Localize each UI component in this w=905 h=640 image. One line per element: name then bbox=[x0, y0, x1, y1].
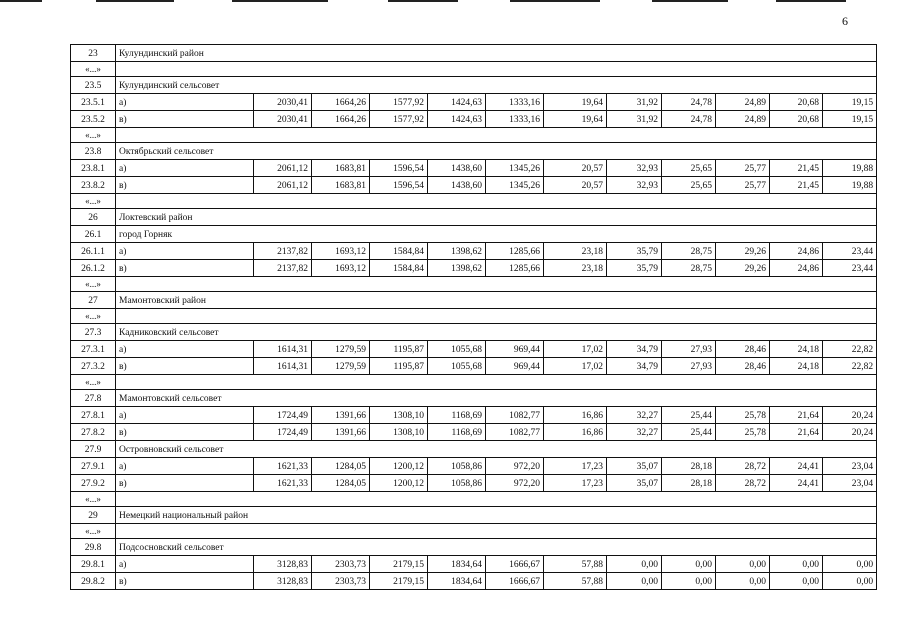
value-cell: 24,18 bbox=[770, 341, 823, 358]
value-cell: 16,86 bbox=[544, 424, 607, 441]
table-row bbox=[71, 177, 877, 194]
table-body bbox=[71, 45, 877, 590]
value-cell: 1683,81 bbox=[312, 177, 370, 194]
value-cell: 1584,84 bbox=[370, 243, 428, 260]
value-cell: 32,93 bbox=[607, 160, 662, 177]
scan-edge-line bbox=[96, 0, 174, 2]
table-row bbox=[71, 573, 877, 590]
value-cell: 1398,62 bbox=[428, 260, 486, 277]
empty-cell bbox=[116, 309, 877, 324]
omission-mark: «...» bbox=[71, 524, 116, 539]
value-cell: 1333,16 bbox=[486, 111, 544, 128]
omission-row bbox=[71, 62, 877, 77]
value-cell: 29,26 bbox=[716, 260, 770, 277]
value-cell: 31,92 bbox=[607, 111, 662, 128]
omission-row bbox=[71, 492, 877, 507]
value-cell: 19,88 bbox=[823, 160, 877, 177]
section-header-row bbox=[71, 324, 877, 341]
value-cell: 28,46 bbox=[716, 341, 770, 358]
value-cell: 1168,69 bbox=[428, 407, 486, 424]
value-cell: 29,26 bbox=[716, 243, 770, 260]
value-cell: 24,89 bbox=[716, 111, 770, 128]
scan-edge-line bbox=[388, 0, 458, 2]
value-cell: 22,82 bbox=[823, 341, 877, 358]
variant-label: а) bbox=[116, 341, 254, 358]
value-cell: 19,64 bbox=[544, 94, 607, 111]
empty-cell bbox=[116, 492, 877, 507]
territory-name: Островновский сельсовет bbox=[116, 441, 877, 458]
value-cell: 1284,05 bbox=[312, 458, 370, 475]
value-cell: 23,18 bbox=[544, 260, 607, 277]
value-cell: 2061,12 bbox=[254, 160, 312, 177]
page-number: 6 bbox=[842, 14, 848, 28]
value-cell: 23,18 bbox=[544, 243, 607, 260]
value-cell: 32,93 bbox=[607, 177, 662, 194]
value-cell: 1055,68 bbox=[428, 358, 486, 375]
territory-name: Мамонтовский район bbox=[116, 292, 877, 309]
row-code: 27 bbox=[71, 292, 116, 309]
value-cell: 57,88 bbox=[544, 556, 607, 573]
value-cell: 17,23 bbox=[544, 458, 607, 475]
value-cell: 0,00 bbox=[770, 573, 823, 590]
table-row bbox=[71, 556, 877, 573]
value-cell: 1200,12 bbox=[370, 458, 428, 475]
value-cell: 969,44 bbox=[486, 358, 544, 375]
value-cell: 1424,63 bbox=[428, 111, 486, 128]
value-cell: 24,41 bbox=[770, 458, 823, 475]
value-cell: 17,23 bbox=[544, 475, 607, 492]
table-row bbox=[71, 424, 877, 441]
value-cell: 24,89 bbox=[716, 94, 770, 111]
row-code: 23.8.1 bbox=[71, 160, 116, 177]
row-code: 26.1 bbox=[71, 226, 116, 243]
value-cell: 1683,81 bbox=[312, 160, 370, 177]
empty-cell bbox=[116, 524, 877, 539]
value-cell: 0,00 bbox=[607, 556, 662, 573]
section-header-row bbox=[71, 292, 877, 309]
value-cell: 27,93 bbox=[662, 358, 716, 375]
value-cell: 24,86 bbox=[770, 243, 823, 260]
empty-cell bbox=[116, 277, 877, 292]
value-cell: 1279,59 bbox=[312, 358, 370, 375]
value-cell: 23,04 bbox=[823, 475, 877, 492]
territory-name: Октябрьский сельсовет bbox=[116, 143, 877, 160]
value-cell: 0,00 bbox=[716, 556, 770, 573]
value-cell: 1724,49 bbox=[254, 407, 312, 424]
variant-label: в) bbox=[116, 260, 254, 277]
value-cell: 20,68 bbox=[770, 111, 823, 128]
scan-edge-line bbox=[510, 0, 600, 2]
value-cell: 1438,60 bbox=[428, 160, 486, 177]
value-cell: 1621,33 bbox=[254, 458, 312, 475]
omission-mark: «...» bbox=[71, 194, 116, 209]
value-cell: 24,78 bbox=[662, 94, 716, 111]
value-cell: 0,00 bbox=[662, 556, 716, 573]
table-row bbox=[71, 243, 877, 260]
variant-label: а) bbox=[116, 160, 254, 177]
value-cell: 1168,69 bbox=[428, 424, 486, 441]
territory-name: Кулундинский район bbox=[116, 45, 877, 62]
value-cell: 1438,60 bbox=[428, 177, 486, 194]
value-cell: 35,07 bbox=[607, 475, 662, 492]
value-cell: 32,27 bbox=[607, 424, 662, 441]
value-cell: 1834,64 bbox=[428, 556, 486, 573]
row-code: 26.1.2 bbox=[71, 260, 116, 277]
value-cell: 24,41 bbox=[770, 475, 823, 492]
value-cell: 24,86 bbox=[770, 260, 823, 277]
value-cell: 25,65 bbox=[662, 160, 716, 177]
value-cell: 1614,31 bbox=[254, 341, 312, 358]
section-header-row bbox=[71, 539, 877, 556]
value-cell: 1333,16 bbox=[486, 94, 544, 111]
territory-name: Локтевский район bbox=[116, 209, 877, 226]
value-cell: 25,78 bbox=[716, 407, 770, 424]
value-cell: 2137,82 bbox=[254, 243, 312, 260]
row-code: 23.8 bbox=[71, 143, 116, 160]
value-cell: 2179,15 bbox=[370, 573, 428, 590]
scan-edge-line bbox=[0, 0, 42, 2]
table-row bbox=[71, 160, 877, 177]
empty-cell bbox=[116, 194, 877, 209]
value-cell: 35,79 bbox=[607, 260, 662, 277]
value-cell: 2179,15 bbox=[370, 556, 428, 573]
section-header-row bbox=[71, 226, 877, 243]
value-cell: 34,79 bbox=[607, 358, 662, 375]
table-row bbox=[71, 260, 877, 277]
variant-label: в) bbox=[116, 424, 254, 441]
value-cell: 1058,86 bbox=[428, 458, 486, 475]
empty-cell bbox=[116, 375, 877, 390]
value-cell: 21,45 bbox=[770, 177, 823, 194]
value-cell: 1596,54 bbox=[370, 177, 428, 194]
row-code: 23.8.2 bbox=[71, 177, 116, 194]
value-cell: 25,44 bbox=[662, 424, 716, 441]
value-cell: 0,00 bbox=[823, 573, 877, 590]
value-cell: 1666,67 bbox=[486, 573, 544, 590]
row-code: 23 bbox=[71, 45, 116, 62]
value-cell: 28,18 bbox=[662, 458, 716, 475]
table-row bbox=[71, 475, 877, 492]
value-cell: 22,82 bbox=[823, 358, 877, 375]
row-code: 27.9.2 bbox=[71, 475, 116, 492]
empty-cell bbox=[116, 128, 877, 143]
row-code: 27.8.1 bbox=[71, 407, 116, 424]
value-cell: 24,18 bbox=[770, 358, 823, 375]
table-row bbox=[71, 407, 877, 424]
scan-edge-line bbox=[232, 0, 328, 2]
omission-mark: «...» bbox=[71, 128, 116, 143]
value-cell: 1596,54 bbox=[370, 160, 428, 177]
value-cell: 1577,92 bbox=[370, 94, 428, 111]
tariff-table bbox=[70, 44, 877, 590]
value-cell: 23,04 bbox=[823, 458, 877, 475]
value-cell: 20,68 bbox=[770, 94, 823, 111]
table-row bbox=[71, 358, 877, 375]
value-cell: 19,64 bbox=[544, 111, 607, 128]
section-header-row bbox=[71, 390, 877, 407]
value-cell: 1693,12 bbox=[312, 260, 370, 277]
value-cell: 1398,62 bbox=[428, 243, 486, 260]
value-cell: 1724,49 bbox=[254, 424, 312, 441]
territory-name: город Горняк bbox=[116, 226, 877, 243]
value-cell: 24,78 bbox=[662, 111, 716, 128]
omission-row bbox=[71, 375, 877, 390]
row-code: 23.5 bbox=[71, 77, 116, 94]
value-cell: 20,24 bbox=[823, 424, 877, 441]
row-code: 27.9.1 bbox=[71, 458, 116, 475]
value-cell: 3128,83 bbox=[254, 556, 312, 573]
value-cell: 1082,77 bbox=[486, 407, 544, 424]
value-cell: 1055,68 bbox=[428, 341, 486, 358]
value-cell: 35,07 bbox=[607, 458, 662, 475]
territory-name: Немецкий национальный район bbox=[116, 507, 877, 524]
value-cell: 1082,77 bbox=[486, 424, 544, 441]
value-cell: 28,75 bbox=[662, 243, 716, 260]
value-cell: 20,24 bbox=[823, 407, 877, 424]
value-cell: 2061,12 bbox=[254, 177, 312, 194]
omission-row bbox=[71, 309, 877, 324]
value-cell: 2030,41 bbox=[254, 111, 312, 128]
value-cell: 1058,86 bbox=[428, 475, 486, 492]
value-cell: 1584,84 bbox=[370, 260, 428, 277]
value-cell: 2303,73 bbox=[312, 556, 370, 573]
variant-label: а) bbox=[116, 407, 254, 424]
variant-label: в) bbox=[116, 573, 254, 590]
territory-name: Кадниковский сельсовет bbox=[116, 324, 877, 341]
table-row bbox=[71, 94, 877, 111]
value-cell: 35,79 bbox=[607, 243, 662, 260]
value-cell: 28,72 bbox=[716, 475, 770, 492]
value-cell: 16,86 bbox=[544, 407, 607, 424]
section-header-row bbox=[71, 209, 877, 226]
value-cell: 21,64 bbox=[770, 424, 823, 441]
table-row bbox=[71, 111, 877, 128]
value-cell: 19,15 bbox=[823, 94, 877, 111]
value-cell: 0,00 bbox=[716, 573, 770, 590]
value-cell: 31,92 bbox=[607, 94, 662, 111]
value-cell: 0,00 bbox=[770, 556, 823, 573]
value-cell: 1308,10 bbox=[370, 424, 428, 441]
value-cell: 0,00 bbox=[823, 556, 877, 573]
section-header-row bbox=[71, 45, 877, 62]
row-code: 26 bbox=[71, 209, 116, 226]
variant-label: а) bbox=[116, 458, 254, 475]
value-cell: 1345,26 bbox=[486, 177, 544, 194]
row-code: 29.8.2 bbox=[71, 573, 116, 590]
row-code: 29.8 bbox=[71, 539, 116, 556]
value-cell: 21,64 bbox=[770, 407, 823, 424]
value-cell: 1664,26 bbox=[312, 94, 370, 111]
omission-row bbox=[71, 277, 877, 292]
value-cell: 1834,64 bbox=[428, 573, 486, 590]
omission-row bbox=[71, 524, 877, 539]
value-cell: 1285,66 bbox=[486, 243, 544, 260]
value-cell: 969,44 bbox=[486, 341, 544, 358]
value-cell: 25,78 bbox=[716, 424, 770, 441]
value-cell: 2137,82 bbox=[254, 260, 312, 277]
omission-row bbox=[71, 128, 877, 143]
row-code: 29 bbox=[71, 507, 116, 524]
variant-label: а) bbox=[116, 556, 254, 573]
row-code: 23.5.2 bbox=[71, 111, 116, 128]
section-header-row bbox=[71, 441, 877, 458]
omission-mark: «...» bbox=[71, 375, 116, 390]
value-cell: 20,57 bbox=[544, 160, 607, 177]
scan-edge-line bbox=[652, 0, 728, 2]
value-cell: 1195,87 bbox=[370, 341, 428, 358]
variant-label: а) bbox=[116, 243, 254, 260]
value-cell: 1424,63 bbox=[428, 94, 486, 111]
row-code: 27.8 bbox=[71, 390, 116, 407]
value-cell: 25,77 bbox=[716, 177, 770, 194]
variant-label: в) bbox=[116, 475, 254, 492]
value-cell: 1285,66 bbox=[486, 260, 544, 277]
value-cell: 1664,26 bbox=[312, 111, 370, 128]
value-cell: 1284,05 bbox=[312, 475, 370, 492]
variant-label: в) bbox=[116, 177, 254, 194]
row-code: 26.1.1 bbox=[71, 243, 116, 260]
variant-label: в) bbox=[116, 111, 254, 128]
omission-mark: «...» bbox=[71, 309, 116, 324]
value-cell: 20,57 bbox=[544, 177, 607, 194]
scan-edge-line bbox=[776, 0, 846, 2]
omission-mark: «...» bbox=[71, 492, 116, 507]
row-code: 27.3.2 bbox=[71, 358, 116, 375]
value-cell: 25,44 bbox=[662, 407, 716, 424]
value-cell: 17,02 bbox=[544, 341, 607, 358]
omission-row bbox=[71, 194, 877, 209]
omission-mark: «...» bbox=[71, 277, 116, 292]
value-cell: 23,44 bbox=[823, 260, 877, 277]
value-cell: 0,00 bbox=[607, 573, 662, 590]
row-code: 27.9 bbox=[71, 441, 116, 458]
territory-name: Мамонтовский сельсовет bbox=[116, 390, 877, 407]
value-cell: 1308,10 bbox=[370, 407, 428, 424]
value-cell: 27,93 bbox=[662, 341, 716, 358]
value-cell: 1614,31 bbox=[254, 358, 312, 375]
value-cell: 28,46 bbox=[716, 358, 770, 375]
section-header-row bbox=[71, 507, 877, 524]
value-cell: 1195,87 bbox=[370, 358, 428, 375]
value-cell: 28,75 bbox=[662, 260, 716, 277]
value-cell: 972,20 bbox=[486, 458, 544, 475]
value-cell: 19,88 bbox=[823, 177, 877, 194]
value-cell: 1391,66 bbox=[312, 424, 370, 441]
empty-cell bbox=[116, 62, 877, 77]
row-code: 27.3.1 bbox=[71, 341, 116, 358]
value-cell: 17,02 bbox=[544, 358, 607, 375]
value-cell: 19,15 bbox=[823, 111, 877, 128]
value-cell: 1279,59 bbox=[312, 341, 370, 358]
value-cell: 25,77 bbox=[716, 160, 770, 177]
value-cell: 21,45 bbox=[770, 160, 823, 177]
value-cell: 0,00 bbox=[662, 573, 716, 590]
variant-label: а) bbox=[116, 94, 254, 111]
value-cell: 32,27 bbox=[607, 407, 662, 424]
value-cell: 1693,12 bbox=[312, 243, 370, 260]
value-cell: 57,88 bbox=[544, 573, 607, 590]
table-row bbox=[71, 341, 877, 358]
value-cell: 1345,26 bbox=[486, 160, 544, 177]
table-row bbox=[71, 458, 877, 475]
value-cell: 2303,73 bbox=[312, 573, 370, 590]
territory-name: Кулундинский сельсовет bbox=[116, 77, 877, 94]
value-cell: 28,72 bbox=[716, 458, 770, 475]
value-cell: 28,18 bbox=[662, 475, 716, 492]
value-cell: 1666,67 bbox=[486, 556, 544, 573]
row-code: 29.8.1 bbox=[71, 556, 116, 573]
territory-name: Подсосновский сельсовет bbox=[116, 539, 877, 556]
value-cell: 1577,92 bbox=[370, 111, 428, 128]
section-header-row bbox=[71, 77, 877, 94]
variant-label: в) bbox=[116, 358, 254, 375]
value-cell: 2030,41 bbox=[254, 94, 312, 111]
row-code: 27.3 bbox=[71, 324, 116, 341]
value-cell: 23,44 bbox=[823, 243, 877, 260]
value-cell: 972,20 bbox=[486, 475, 544, 492]
row-code: 23.5.1 bbox=[71, 94, 116, 111]
value-cell: 25,65 bbox=[662, 177, 716, 194]
value-cell: 1391,66 bbox=[312, 407, 370, 424]
value-cell: 34,79 bbox=[607, 341, 662, 358]
section-header-row bbox=[71, 143, 877, 160]
value-cell: 1621,33 bbox=[254, 475, 312, 492]
row-code: 27.8.2 bbox=[71, 424, 116, 441]
value-cell: 1200,12 bbox=[370, 475, 428, 492]
value-cell: 3128,83 bbox=[254, 573, 312, 590]
omission-mark: «...» bbox=[71, 62, 116, 77]
